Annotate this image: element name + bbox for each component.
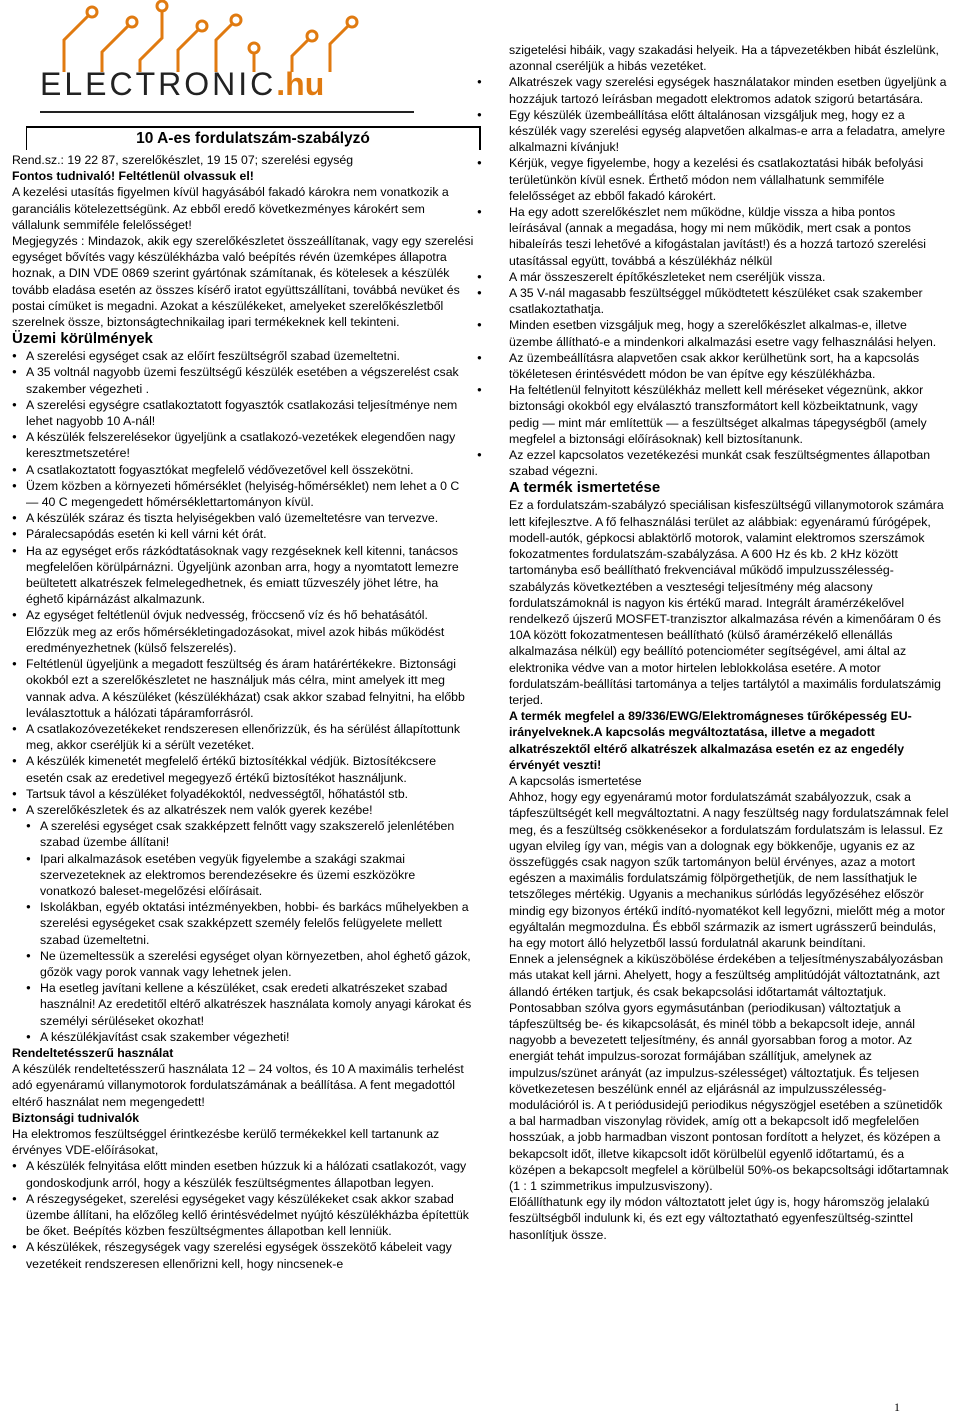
list-item: ● Ha egy adott szerelőkészlet nem működne, küldje vissza a hiba pontos leírásával (annak a megadása, hogy mi nem működik, mert csak a pontos hibaleírás teszi lehetővé a kifogástalan javítást!) és a hozzá tartozó szerelési utasítással együtt, továbbá a készülékház nélkül [509,204,949,269]
list-item: ● Feltétlenül ügyeljünk a megadott feszültség és áram határértékekre. Biztonsági okokból ezt a szerelőkészletet ne használjuk más célra, mint amelyek itt meg vannak adva. A készüléket (készülékházat) csak akkor szabad felnyitni, ha előbb leválasztottuk a hálózati tápáramforrásról. [12,656,474,721]
list-item: ● Az üzembeállításra alapvetően csak akkor kerülhetünk sort, ha a kapcsolás tökéletesen érintésvédett módon be van építve egy készülékházba. [509,350,949,382]
list-item: ● A szerelési egységre csatlakoztatott fogyasztók csatlakozási teljesítménye nem lehet nagyobb 10 A-nál! [12,397,474,429]
triangle-description: Előállíthatunk egy ily módon változtatott jelet úgy is, hogy háromszög jelalakú feszültségből indulunk ki, és ezt egy változtatható egyenfeszültség-szinttel hasonlítjuk össze. [509,1195,930,1242]
list-item: ● Minden esetben vizsgáljuk meg, hogy a szerelőkészlet alkalmas-e, illetve üzembe állítható-e a mindenkori alkalmazási esetre vagy felhasználási helyen. [509,317,949,349]
list-item: ● A már összeszerelt építőkészleteket nem cseréljük vissza. [509,269,949,285]
left-column [12,0,474,1272]
list-item: ● A szerelőkészletek és az alkatrészek nem valók gyerek kezébe! [12,802,474,818]
list-item: ● Iskolákban, egyéb oktatási intézményekben, hobbi- és barkács műhelyekben a szerelési egységeket csak szakképzett személy felelős felügyelete mellett szabad üzemeltetni. [26,899,474,948]
right-column [509,42,949,1243]
section-safety-heading: Biztonsági tudnivalók [12,1110,140,1125]
list-item: ● Ha az egységet erős rázkódtatásoknak vagy rezgéseknek kell kitenni, tanácsos megfelelően körülpárnázni. Ügyeljünk azonban arra, hogy a nyomtatott lemezre beültetett alkatrészek felmelegedhetnek, és emiatt tűzveszély jöhet létre, ha éghető kipárnázást alkalmazunk. [12,543,474,608]
section-intended-heading: Rendeltetésszerű használat [12,1045,174,1060]
list-item: ● Ha esetleg javítani kellene a készüléket, csak eredeti alkatrészeket szabad használni! Az eredetitől eltérő alkatrészek használata komoly anyagi károkat és személyi sérüléseket okozhat! [26,980,474,1029]
list-item: ● A 35 voltnál nagyobb üzemi feszültségű készülék esetében a végszerelést csak szakember végezheti . [12,364,474,396]
list-item: ● Ne üzemeltessük a szerelési egységet olyan környezetben, ahol éghető gázok, gőzök vagy porok vannak vagy lehetnek jelen. [26,948,474,980]
list-item: ● A készülék száraz és tiszta helyiségekben való üzemeltetésre van tervezve. [12,510,474,526]
reference-line: Rend.sz.: 19 22 87, szerelőkészlet, 19 15 07; szerelési egység [12,153,354,167]
product-description: Ez a fordulatszám-szabályzó speciálisan kisfeszültségű villanymotorok számára lett kifejlesztve. A fő felhasználási terület az alábbiak: egyenáramú fúrógépek, modell-autók, gépkocsi ablaktörlő motorok, valamint elektromos szerszámok fokozatmentes fordulatszám-szabályzása. A 600 Hz és kb. 2 kHz között tartományba eső beállítható frekvenciával működő impulzusszélesség-szabályzás következtében a veszteségi teljesítmény még alacsony fordulatszámoknál is nagyon kis értékű marad. Integrált áramérzékelővel rendelkező újszerű MOSFET-tranzisztor alkalmazása révén a kimenőáram 0 és 10A között fokozatmentesen beállítható (külső áramérzékelő ellenállás alkalmazása nélkül) egy beállító potenciométer segítségével, ami által az elektronika védve van a motor hirtelen leblokkolása esetére. A motor fordulatszám-beállítási tartománya a teljes tartálytól a maximális fordulatszámig terjed. [509,498,944,707]
intended-text: A készülék rendeltetésszerű használata 12 – 24 voltos, és 10 A maximális terhelést adó egyenáramú villanymotorok fordulatszámának a beállítása. A fent megadottól eltérő használat nem megengedett! [12,1062,464,1109]
list-item: ● Kérjük, vegye figyelembe, hogy a kezelési és csatlakoztatási hibák befolyási területünkön kívül esnek. Érthető módon nem vállalhatunk semmiféle felelősséget az ebből fakadó károkért. [509,155,949,204]
page-number: 1 [894,1400,900,1414]
list-item: ● A csatlakozóvezetékeket rendszeresen ellenőrizzük, és ha sérülést állapítottunk meg, akkor cseréljük ki a sérült vezetéket. [12,721,474,753]
list-item: ● Üzem közben a környezeti hőmérséklet (helyiség-hőmérséklet) nem lehet a 0 C — 40 C megengedett hőmérséklettartományon kívül. [12,478,474,510]
list-item: ● Alkatrészek vagy szerelési egységek használatakor minden esetben ügyeljünk a hozzájuk tartozó leírásban megadott elektromos adatok szigorú betartására. [509,74,949,106]
list-item: ● Egy készülék üzembeállítása előtt általánosan vizsgáljuk meg, hogy ez a készülék vagy szerelési egység alapvetően alkalmas-e arra a feladatra, amelyre alkalmazni kívánjuk! [509,107,949,156]
safety-list-continued [509,74,949,479]
list-item: ● Az egységet feltétlenül óvjuk nedvesség, fröccsenő víz és hő behatásától. Előzzük meg az erős hőmérsékletingadozásokat, mivel azok hibás működést eredményezhetnek (külső felszerelés). [12,607,474,656]
list-item: ● Ha feltétlenül felnyitott készülékház mellett kell méréseket végeznünk, akkor biztonsági okokból egy elválasztó transzformátort kell közbeiktatnunk, vagy pedig — mint már említettük — a feszültséget alkalmas tápegységből (amely megfelel a biztonsági előírásoknak) kell biztosítanunk. [509,382,949,447]
list-item: ● A készülék kimenetét megfelelő értékű biztosítékkal védjük. Biztosítékcsere esetén csak az eredetivel megegyező értékű biztosítékot használjunk. [12,753,474,785]
list-item: ● A részegységeket, szerelési egységeket vagy készülékeket csak akkor szabad üzembe állítani, ha előzőleg kellő érintésvédelmet nyújtó készülékházba építettük be őket. Beépítés közben feszültségmentes állapotban kell lenniük. [12,1191,474,1240]
list-item: ● Ipari alkalmazások esetében vegyük figyelembe a szakági szakmai szervezeteknek az elektromos berendezésekre és üzemi eszközökre vonatkozó baleset-megelőzési előírásait. [26,851,474,900]
list-item: ● A szerelési egységet csak szakképzett felnőtt vagy szakszerelő jelenlétében szabad üzembe állítani! [26,818,474,850]
list-item: ● Az ezzel kapcsolatos vezetékezési munkát csak feszültségmentes állapotban szabad végezni. [509,447,949,479]
list-item: ● A szerelési egységet csak az előírt feszültségről szabad üzemeltetni. [12,348,474,364]
logo [12,0,474,122]
page-title: 10 A-es fordulatszám-szabályzó [26,126,481,150]
list-item: ● Tartsuk távol a készüléket folyadékoktól, nedvességtől, hőhatástól stb. [12,786,474,802]
section-operating-heading: Üzemi körülmények [12,330,153,348]
section-product-heading: A termék ismertetése [509,479,661,497]
continued-text: szigetelési hibáik, vagy szakadási helyeik. Ha a tápvezetékben hibát észlelünk, azonnal cseréljük a hibás vezetéket. [509,43,939,74]
conformity-statement: A termék megfelel a 89/336/EWG/Elektromágneses tűrőképesség EU-irányelveknek.A kapcsolás megváltoztatása, illetve a megadott alkatrészektől eltérő alkatrészek alkalmazása esetén ez az engedély érvényét veszti! [509,709,912,772]
list-item: ● A készülék felnyitása előtt minden esetben húzzuk ki a hálózati csatlakozót, vagy gondoskodjunk arról, hogy a készülék feszültségmentes állapotban legyen. [12,1158,474,1190]
pwm-description: Ennek a jelenségnek a kiküszöbölése érdekében a teljesítményszabályozásban más utakat kell járni. Ahelyett, hogy a feszültség amplitúdóját változtatnánk, azt állandó értéken tartjuk, és csak bekapcsolási időtartamát változtatjuk. Pontosabban szólva gyors egymásutánban (periodikusan) változtatjuk a tápfeszültség be- és kikapcsolását, és minél több a bekapcsolt ideje, annál nagyobb a bevezetett teljesítmény, és annál gyorsabban forog a motor. Az energiát tehát impulzus-sorozat formájában szállítjuk, amelynek az impulzus/szünet arányát (az impulzus-szélességet) változtatjuk. És teljesen következetesen beszélünk ennél az eljárásnál az impulzusszélesség-modulációról is. A t periódusidejű periodikus négyszögjel esetében a szünetidők a bal harmadban viszonylag rövidek, amíg ott a bekapcsolt idő megfelelően hosszúak, a jobb harmadban viszont pontosan fordított a helyzet, és középen a bekapcsolt időt, illetve kikapcsolt időt körülbelül egyenlő időtartamú, és a középen a bekapcsolt megfelel a körülbelül 50%-os bekapcsoltsági időtartamnak (1 : 1 szimmetrikus impulzusviszony). [509,952,949,1194]
important-notice: Fontos tudnivaló! Feltétlenül olvassuk el! [12,169,254,184]
list-item: ● A készülékjavítást csak szakember végezheti! [26,1029,474,1045]
list-item: ● A 35 V-nál magasabb feszültséggel működtetett készüléket csak szakember csatlakoztathatja. [509,285,949,317]
list-item: ● A készülékek, részegységek vagy szerelési egységek összekötő kábeleit vagy vezetékeit rendszeresen ellenőrizni kell, hogy nincsenek-e [12,1239,474,1271]
safety-list [12,1158,474,1271]
operating-sublist [26,818,474,1045]
list-item: ● Páralecsapódás esetén ki kell várni két órát. [12,526,474,542]
note-text: Megjegyzés : Mindazok, akik egy szerelőkészletet összeállítanak, vagy egy szerelési egységet bővítés vagy készülékházba való beépítés révén üzemképes állapotra hoznak, a DIN VDE 0869 szerint gyártónak számítanak, és kötelesek a készülék tovább eladása esetén az összes kísérő iratot együttszállítani, továbbá nevüket és postai címüket is megadni. Azokat a készülékeket, amelyeket szerelőkészletből szerelnek össze, biztonságtechnikailag ipari termékeknek kell tekinteni. [12,234,474,330]
list-item: ● A csatlakoztatott fogyasztókat megfelelő védővezetővel kell összekötni. [12,462,474,478]
circuit-logo-icon [12,0,474,122]
list-item: ● A készülék felszerelésekor ügyeljünk a csatlakozó-vezetékek elegendően nagy keresztmetszetére! [12,429,474,461]
logo-text: ELECTRONIC.hu [40,66,325,102]
circuit-description: Ahhoz, hogy egy egyenáramú motor fordulatszámát szabályozzuk, csak a tápfeszültségét kell megváltoztatni. A nagy feszültség nagy fordulatszámnak felel meg, és a feszültség csökkenésekor a fordulatszám fordulatszám is lelassul. Ez ugyan elvileg így van, mégis van a dolognak egy bökkenője, ugyanis ez az összefüggés csak nagyon szűk tartományon belül érvényes, azaz a motort egészen a maximális fordulatszámig fölpörgethetjük, de nem lassíthatjuk le tetszőleges mértékig. Ugyanis a mechanikus súrlódás legyőzéséhez először mindig egy bizonyos értékű indító-nyomatékot kell legyőzni, mielőtt még a motor egyáltalán megmozdulna. És ebből származik az ismert ugrásszerű beindulás, ha egy motort álló helyzetből lassú fordulatnál akarunk beindítani. [509,790,949,950]
warranty-text: A kezelési utasítás figyelmen kívül hagyásából fakadó károkra nem vonatkozik a garanciális kötelezettségünk. Az ebből eredő következményes károkért sem vállalunk semmiféle felelősséget! [12,185,449,232]
operating-list [12,348,474,818]
safety-intro: Ha elektromos feszültséggel érintkezésbe kerülő termékekkel kell tartanunk az érvényes VDE-előírásokat, [12,1126,440,1158]
circuit-subheading: A kapcsolás ismertetése [509,773,642,788]
